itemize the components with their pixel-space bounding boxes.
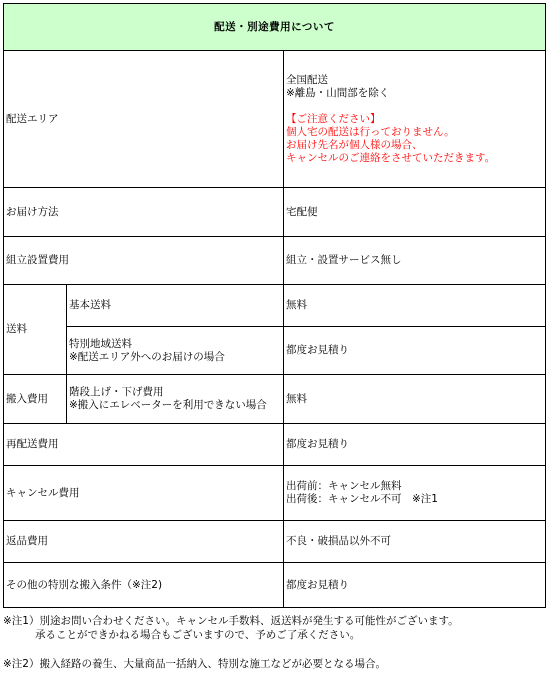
delivery-method-value: 宅配便: [284, 188, 546, 237]
special-area-line-1: 特別地域送料: [69, 337, 132, 350]
row-assembly-fee: [4, 237, 546, 285]
delivery-method-label: お届け方法: [4, 188, 284, 237]
row-special-conditions: [4, 563, 546, 608]
carry-in-detail: [67, 375, 284, 424]
row-redelivery-fee: [4, 424, 546, 466]
special-conditions-label: その他の特別な搬入条件（※注2): [4, 563, 284, 608]
special-area-line-2: ※配送エリア外へのお届けの場合: [69, 350, 225, 363]
delivery-area-line-2: ※離島・山間部を除く: [286, 86, 390, 99]
row-cancellation-fee: [4, 466, 546, 521]
carry-in-detail-line-2: ※搬入にエレベーターを利用できない場合: [69, 399, 267, 411]
carry-in-label: 搬入費用: [4, 375, 67, 424]
caution-line-1: 個人宅の配送は行っておりません。: [286, 125, 455, 138]
row-delivery-method: [4, 188, 546, 237]
assembly-fee-label: 組立設置費用: [4, 237, 284, 285]
special-area-shipping-value: 都度お見積り: [284, 327, 546, 375]
caution-heading: 【ご注意ください】: [286, 112, 381, 125]
cancellation-label: キャンセル費用: [4, 466, 284, 521]
return-fee-value: 不良・破損品以外不可: [284, 521, 546, 563]
return-fee-label: 返品費用: [4, 521, 284, 563]
title-row: [4, 4, 546, 51]
redelivery-label: 再配送費用: [4, 424, 284, 466]
table-title: 配送・別途費用について: [4, 4, 546, 51]
basic-shipping-value: 無料: [284, 285, 546, 327]
row-carry-in-fee: [4, 375, 546, 424]
row-special-area-shipping: [4, 327, 546, 375]
row-return-fee: [4, 521, 546, 563]
redelivery-value: 都度お見積り: [284, 424, 546, 466]
carry-in-value: 無料: [284, 375, 546, 424]
row-basic-shipping: [4, 285, 546, 327]
caution-line-2: お届け先名が個人様の場合、: [286, 138, 423, 151]
footnotes: [3, 614, 548, 671]
delivery-area-line-1: 全国配送: [286, 73, 328, 86]
special-conditions-value: 都度お見積り: [284, 563, 546, 608]
delivery-area-value: [284, 51, 546, 188]
note-1-line-1: ※注1）別途お問い合わせください。キャンセル手数料、返送料が発生する可能性がございます。: [3, 615, 459, 627]
caution-line-3: キャンセルのご連絡をさせていただきます。: [286, 151, 496, 164]
delivery-area-label: 配送エリア: [4, 51, 284, 188]
row-delivery-area: [4, 51, 546, 188]
cancellation-after-shipping: 出荷後：キャンセル不可 ※注1: [286, 493, 438, 505]
note-1-line-2: 承ることができかねる場合もございますので、予めご了承ください。: [35, 629, 361, 641]
note-2: ※注2）搬入経路の養生、大量商品一括納入、特別な施工などが必要となる場合。: [3, 658, 386, 670]
cancellation-before-shipping: 出荷前：キャンセル無料: [286, 480, 402, 492]
carry-in-detail-line-1: 階段上げ・下げ費用: [69, 386, 164, 398]
shipping-info-table: [3, 3, 546, 608]
special-area-shipping-label: [67, 327, 284, 375]
cancellation-value: [284, 466, 546, 521]
shipping-label: 送料: [4, 285, 67, 375]
assembly-fee-value: 組立・設置サービス無し: [284, 237, 546, 285]
basic-shipping-label: 基本送料: [67, 285, 284, 327]
